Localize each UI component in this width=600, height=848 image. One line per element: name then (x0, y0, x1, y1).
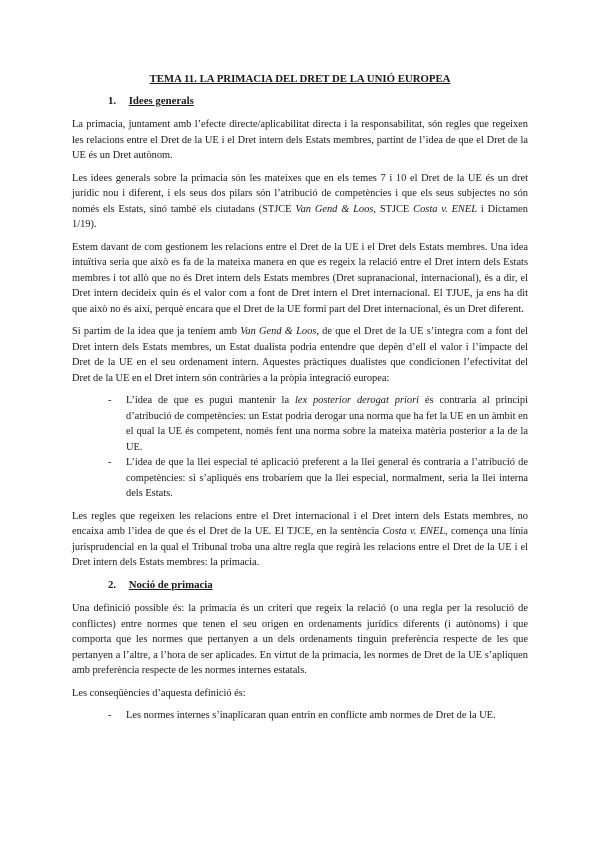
section-heading (72, 94, 528, 110)
paragraph: La primacia, juntament amb l’efecte directe/aplicabilitat directa i la responsabilitat, són regles que regeixen les relacions entre el Dret de la UE i el Dret intern dels Estats membres, partint de l’idea de que el Dret de la UE és un Dret autònom. (72, 119, 528, 161)
text-run: Si partim de la idea que ja teníem amb (72, 326, 241, 337)
case-name: Van Gend & Loos (240, 326, 317, 337)
list-item: - Les normes internes s’inaplicaran quan entrin en conflicte amb normes de Dret de la UE. (126, 708, 528, 724)
case-name: Costa v. ENEL (382, 526, 446, 537)
text-run: , de que el Dret de la UE s’integra com a font del Dret intern dels Estats membres, un Estat dualista podria entendre que depèn d’ell el valor i l’impacte del Dret de la UE en el seu ordenament intern. Aquestes pràctiques dualistes que condicionen l’efectivitat del Dret de la UE en el Dret intern són contràries a la pròpia integració europea: (72, 326, 528, 384)
list-item (126, 393, 528, 455)
section-heading (72, 578, 528, 594)
section-title: Idees generals (128, 94, 194, 107)
paragraph: Les conseqüències d’aquesta definició és: (72, 687, 246, 699)
bullet-list (72, 708, 528, 724)
text-run: Les regles que regeixen les relacions entre el Dret internacional i el Dret intern dels Estats membres, no encaixa amb l’idea de que és el Dret de la UE. El TJCE, en la sentència (72, 510, 528, 537)
text-run: és contraria al principi d’atribució de competències: un Estat podria derogar una norma que ha fet la UE en un àmbit en el qual la UE és competent, només fent una norma sobre la mateixa matèria posterior a la de la UE. (126, 395, 528, 453)
document-title: TEMA 11. LA PRIMACIA DEL DRET DE LA UNIÓ EUROPEA (149, 73, 451, 85)
section-title: Noció de primacia (128, 578, 213, 591)
bullet-list (72, 393, 528, 502)
text-run: L’idea de que es pugui mantenir la (126, 395, 295, 406)
paragraph (72, 324, 528, 386)
text-run: , STJCE (373, 203, 414, 215)
text-run: i Dictamen 1/19). (72, 203, 528, 230)
section-number: 2. (108, 578, 117, 591)
paragraph (72, 171, 528, 233)
text-run: Les idees generals sobre la primacia són les mateixes que en els temes 7 i 10 el Dret de la UE és un dret jurídic nou i diferent, i els seus dos pilars són l’atribució de competències i que els seus subjectes no són només els Estats, sinó també els ciutadans (STJCE (72, 172, 528, 215)
latin-term: lex posterior derogat priori (294, 395, 420, 406)
section-number: 1. (108, 94, 117, 107)
paragraph: Una definició possible és: la primacia és un criteri que regeix la relació (o una regla per la resolució de conflictes) entre normes que tenen el seu origen en ordenaments jurídics diferents (i autònoms) i que comporta que les normes que pertanyen a un dels ordenaments tinguin preferència respecte de les que pertanyen a l’altre, a l’hora de ser aplicades. En virtut de la primacia, les normes de Dret de la UE s’apliquen amb preferència respecte de les normes internes estatals. (72, 603, 528, 676)
case-name: Van Gend & Loos (295, 203, 374, 215)
text-run: , comença una línia jurisprudencial en la qual el Tribunal troba una altre regla que regirà les relacions entre el Dret de la UE i el Dret intern dels Estats membres: la primacia. (72, 526, 528, 568)
case-name: Costa v. ENEL (413, 203, 477, 215)
paragraph (72, 509, 528, 571)
paragraph: Estem davant de com gestionem les relacions entre el Dret de la UE i el Dret dels Estats membres. Una idea intuïtiva seria que això es fa de la mateixa manera en que es regeix la relació entre el Dret intern dels Estats membres i tot allò que no és Dret intern dels Estats membres (Dret supranacional, internacional), és a dir, el Dret intern decideix quin és el valor com a font de Dret intern el Dret internacional. El TJUE, ja ens ha dit que això no és així, perquè encara que el Dret de la UE formi part del Dret internacional, és un Dret diferent. (72, 241, 528, 315)
text-run: L’idea de que la llei especial té aplicació preferent a la llei general és contraria a l’atribució de competències: si s’apliqués ens trobaríem que la llei especial, normalment, seria la llei interna dels Estats. (126, 457, 528, 499)
list-item (126, 455, 528, 502)
